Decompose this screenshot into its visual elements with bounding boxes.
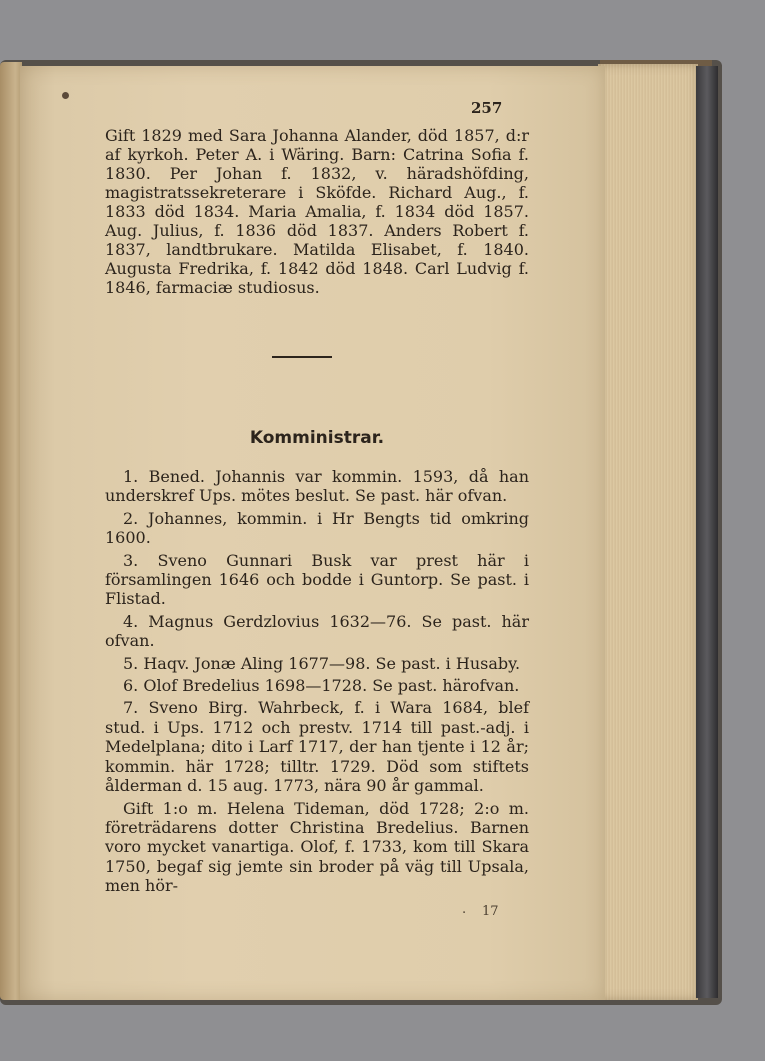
- list-item: 3. Sveno Gunnari Busk var prest här i församlingen 1646 och bodde i Guntorp. Se past. i Flistad.: [105, 550, 529, 609]
- section-heading: Komministrar.: [249, 428, 385, 448]
- page-edges: [598, 64, 698, 1000]
- list-item: 1. Bened. Johannis var kommin. 1593, då han underskref Ups. mötes beslut. Se past. här ofvan.: [105, 467, 529, 506]
- page-number: 257: [471, 99, 503, 117]
- list-item: 5. Haqv. Jonæ Aling 1677—98. Se past. i Husaby.: [123, 653, 521, 673]
- signature-dot: .: [462, 902, 467, 917]
- list-item: 7. Sveno Birg. Wahrbeck, f. i Wara 1684, blef stud. i Ups. 1712 och prestv. 1714 till past.-adj. i Medelplana; dito i Larf 1717, der han tjente i 12 år; kommin. här 1728; tilltr. 1729. Död som stiftets ålderman d. 15 aug. 1773, nära 90 år gammal.: [105, 698, 529, 796]
- intro-paragraph: Gift 1829 med Sara Johanna Alander, död 1857, d:r af kyrkoh. Peter A. i Wäring. Barn: Catrina Sofia f. 1830. Per Johan f. 1832, v. häradshöfding, magistratssekreterare i Sköfde. Richard Aug., f. 1833 död 1834. Maria Amalia, f. 1834 död 1857. Aug. Julius, f. 1836 död 1837. Anders Robert f. 1837, landtbrukare. Matilda Elisabet, f. 1840. Augusta Fredrika, f. 1842 död 1848. Carl Ludvig f. 1846, farmaciæ studiosus.: [105, 126, 529, 297]
- list-item: 2. Johannes, kommin. i Hr Bengts tid omkring 1600.: [105, 508, 529, 548]
- intro-block: [105, 96, 529, 297]
- list-item: 4. Magnus Gerdzlovius 1632—76. Se past. här ofvan.: [105, 611, 529, 651]
- entries-list: [105, 467, 529, 899]
- section-divider: [272, 356, 332, 358]
- list-item: 6. Olof Bredelius 1698—1728. Se past. härofvan.: [123, 676, 520, 696]
- signature-mark: 17: [482, 904, 499, 919]
- list-item: Gift 1:o m. Helena Tideman, död 1728; 2:o m. företrädarens dotter Christina Bredelius. Barnen voro mycket vanartiga. Olof, f. 1733, kom till Skara 1750, begaf sig jemte sin broder på väg till Upsala, men hör-: [105, 798, 529, 896]
- left-page-edge: [0, 62, 22, 1000]
- book-cover: [696, 66, 718, 998]
- ink-spot: [62, 92, 69, 99]
